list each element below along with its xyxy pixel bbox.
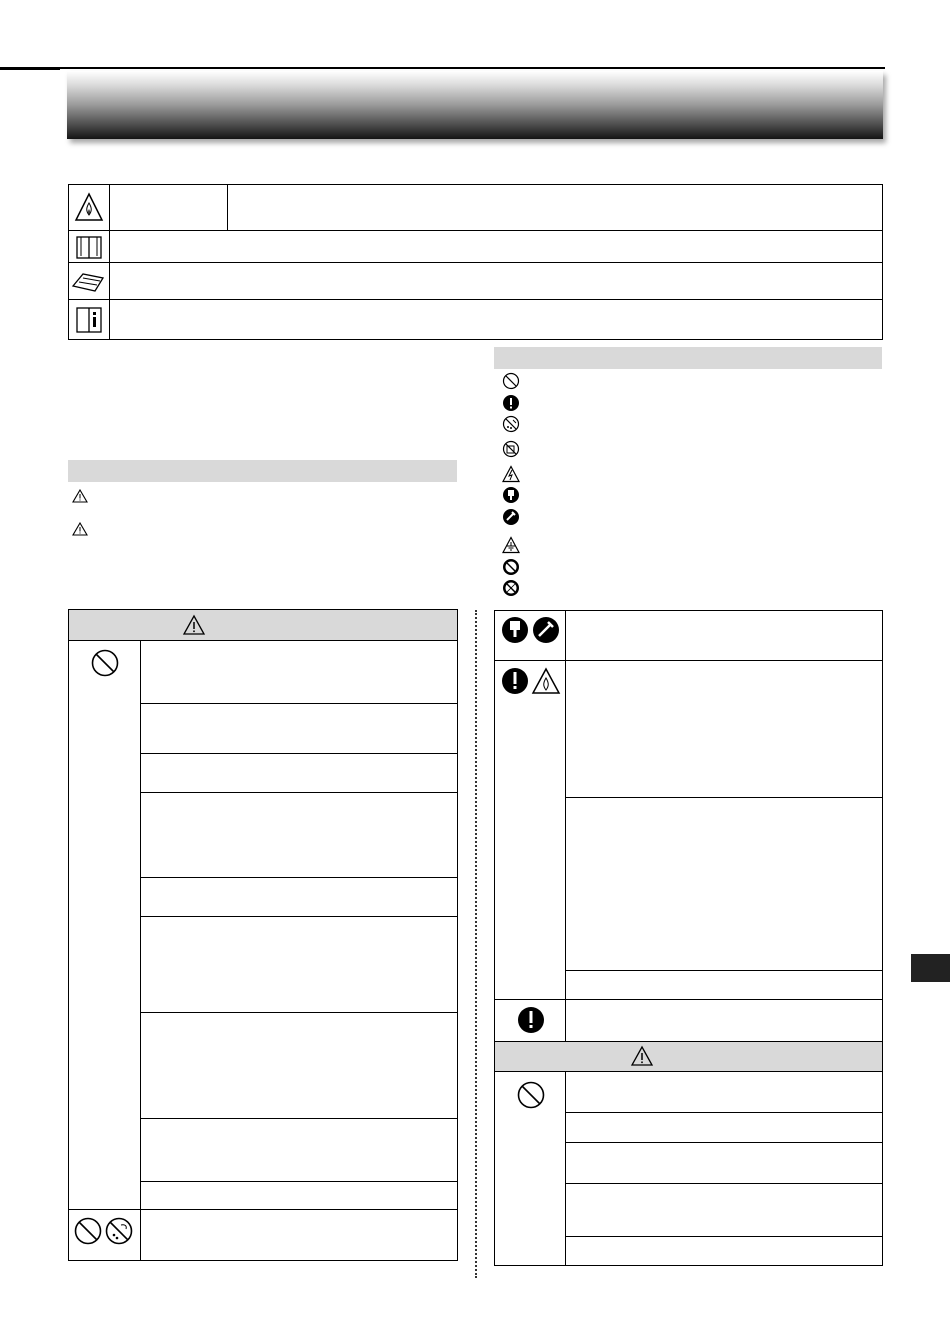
warning-triangle-icon (72, 489, 88, 503)
precautions-header (68, 460, 457, 482)
ground-icon (502, 536, 520, 554)
symbol-table (68, 184, 883, 340)
symbol-cell (69, 300, 110, 340)
contact-dealer-icon (502, 508, 520, 526)
caution-header-icon (630, 1045, 654, 1067)
no-water-icon (502, 415, 520, 433)
caution-triangle-icon (72, 522, 88, 536)
symbol-description-cell (110, 231, 883, 263)
no-touch-icon (502, 579, 520, 597)
electric-shock-icon (502, 465, 520, 483)
symbol-description-cell (110, 300, 883, 340)
no-disassemble-icon (502, 558, 520, 576)
mandatory-icon (516, 1005, 546, 1035)
prohibited-icon (516, 1080, 546, 1110)
symbol-description-cell (228, 185, 883, 231)
warning-table-header (69, 610, 457, 640)
symbol-cell (69, 231, 110, 263)
symbol-cell (69, 263, 110, 300)
open-manual-icon (69, 264, 109, 298)
mandatory-flame-icons (500, 666, 562, 696)
prohibited-icon (90, 648, 120, 678)
symbol-cell (69, 185, 110, 231)
unplug-contact-dealer-icons (500, 615, 562, 645)
mandatory-icon (502, 394, 520, 412)
info-book-icon (69, 302, 109, 338)
unplug-icon (502, 486, 520, 504)
warning-table-right (494, 610, 883, 1266)
top-rule (0, 67, 885, 69)
no-wet-hands-icon (502, 440, 520, 458)
column-separator (475, 610, 477, 1278)
flame-warning-icon (69, 186, 109, 230)
symbol-description-cell (110, 263, 883, 300)
caution-table-header (495, 1041, 882, 1071)
prohibited-icon (502, 372, 520, 390)
warning-header-icon (182, 614, 206, 636)
chapter-banner (67, 71, 883, 139)
prohibited-no-water-icons (73, 1216, 135, 1246)
side-tab (911, 954, 950, 982)
top-rule-left (0, 69, 60, 70)
warning-table-left (68, 609, 458, 1261)
manual-book-icon (69, 232, 109, 262)
symbol-label-cell (110, 185, 228, 231)
legend-header (494, 347, 882, 369)
